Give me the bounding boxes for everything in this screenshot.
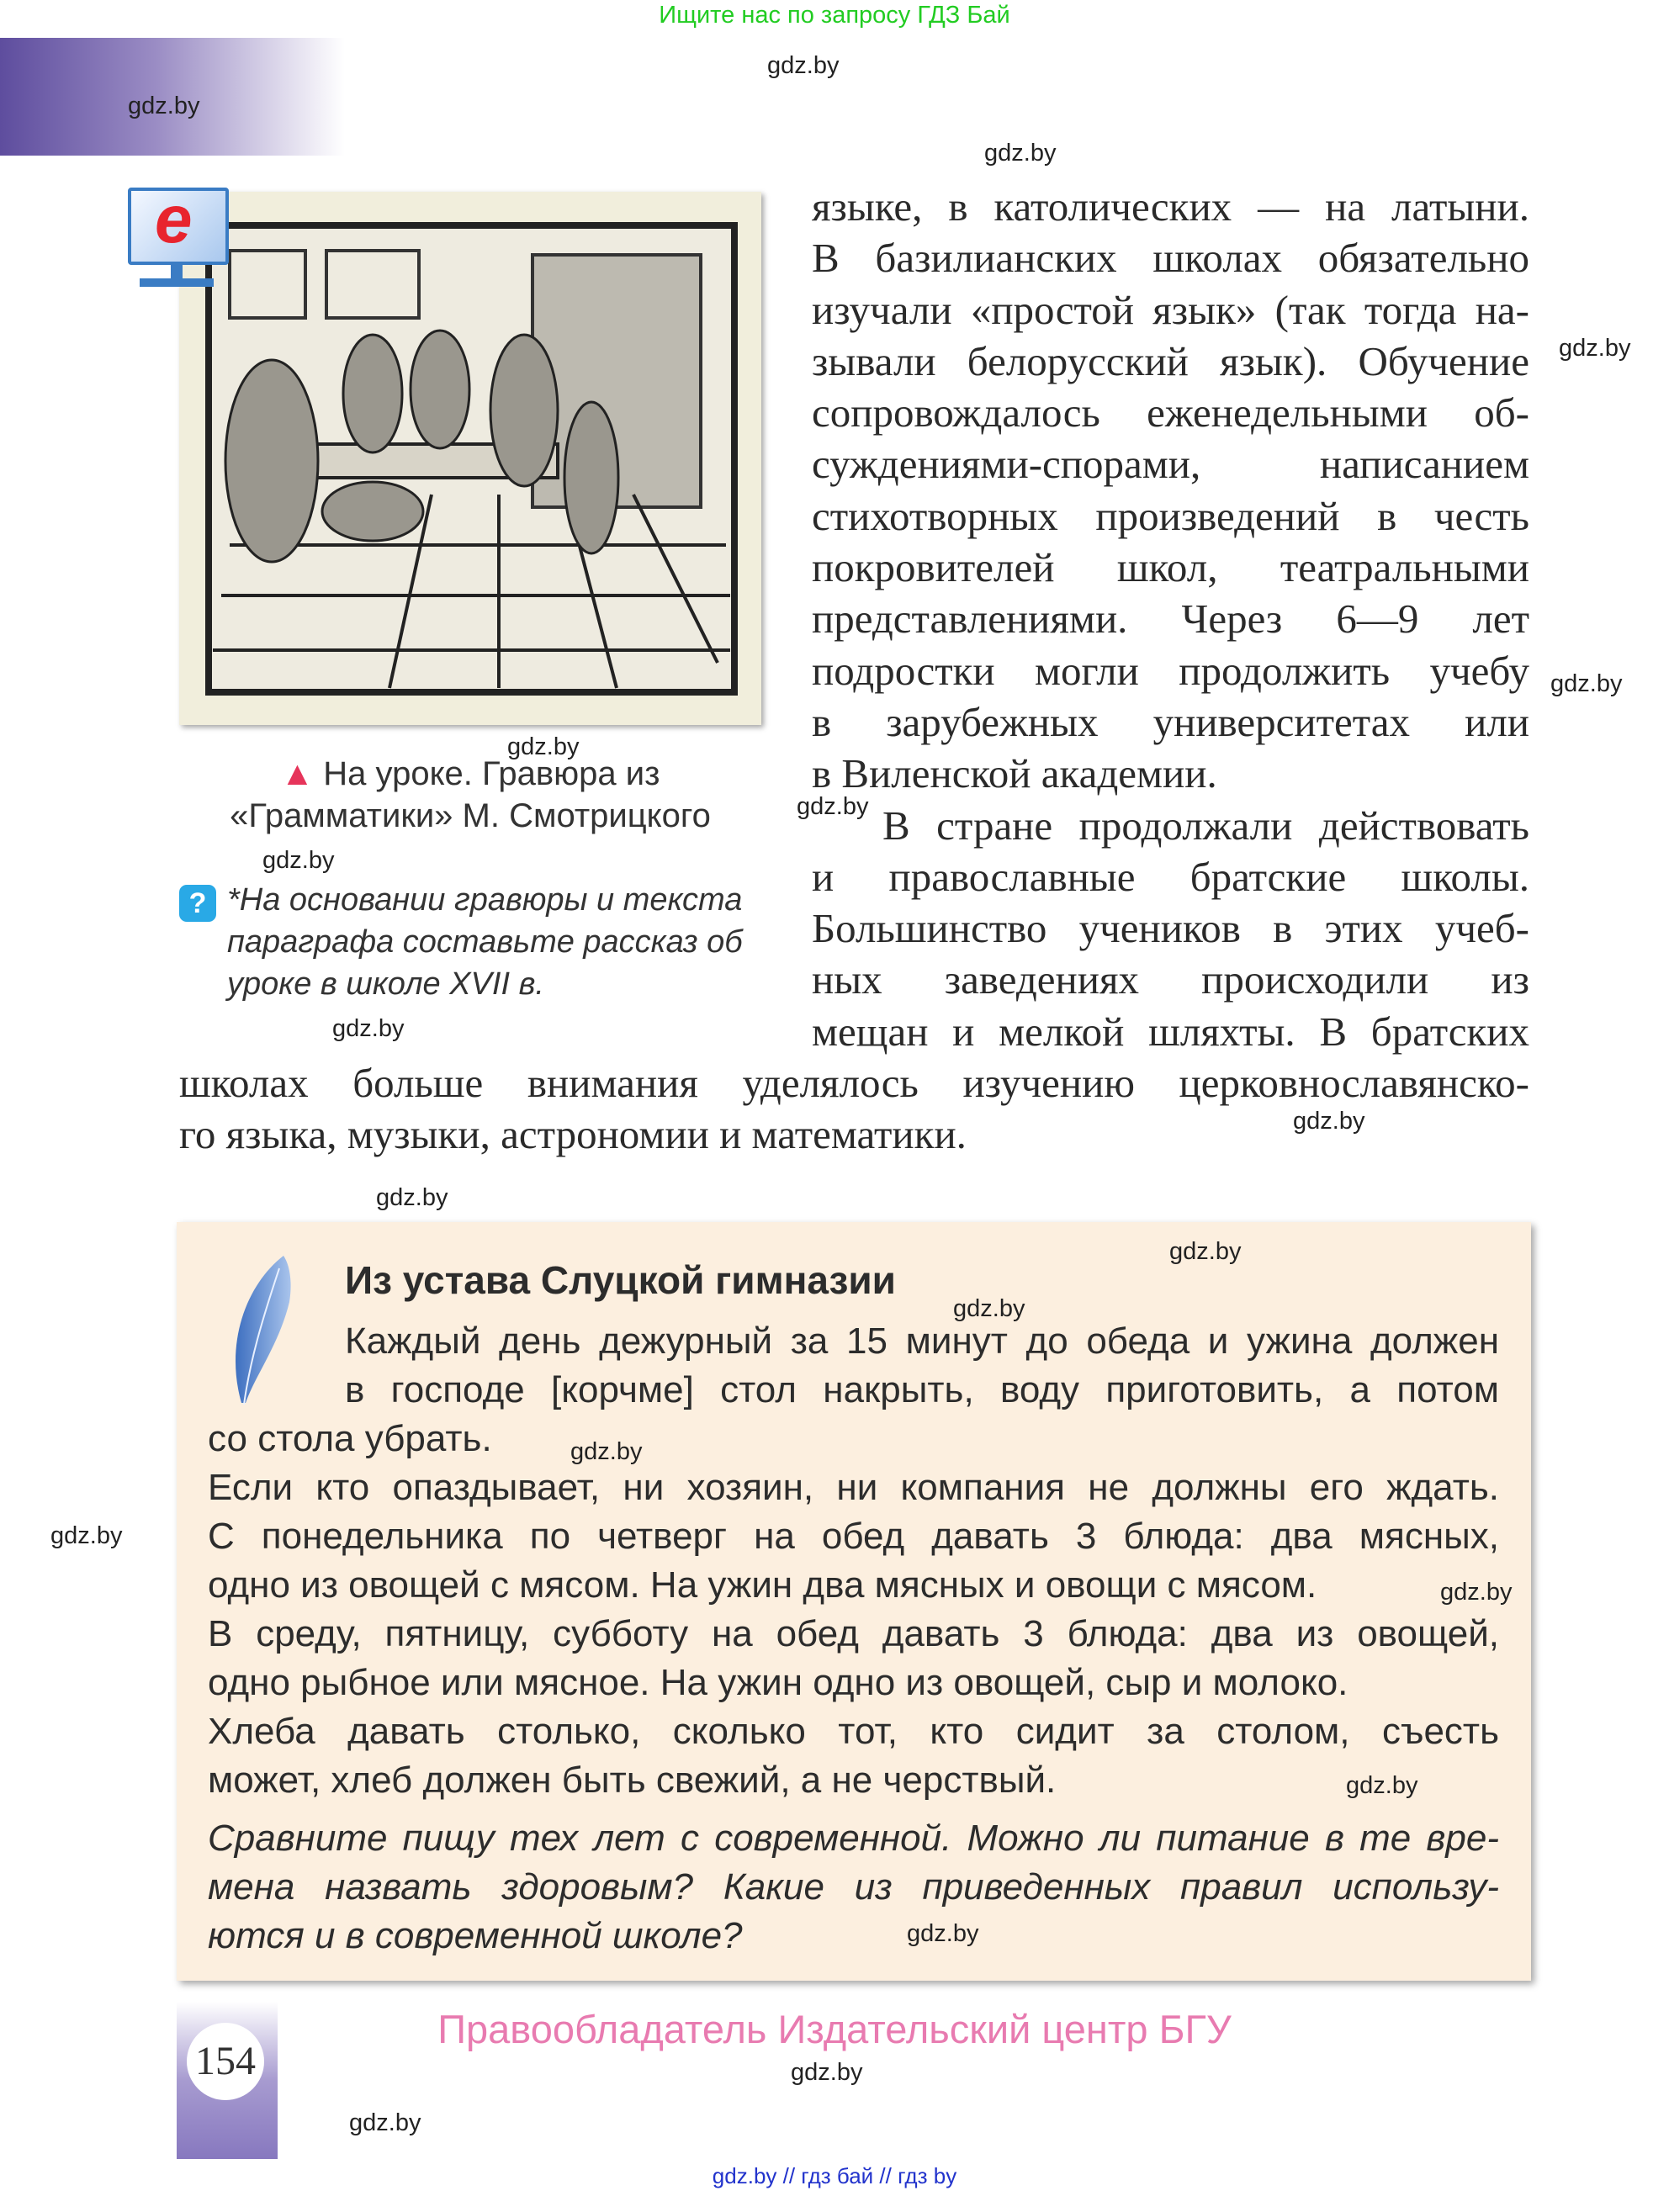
- watermark: gdz.by: [1346, 1772, 1418, 1799]
- box-title: Из устава Слуцкой гимназии: [345, 1258, 896, 1302]
- footer-links[interactable]: gdz.by // гдз бай // гдз by: [712, 2163, 957, 2188]
- triangle-marker-icon: ▲: [280, 755, 315, 792]
- text-line: Большинство учеников в этих учеб-: [812, 905, 1529, 952]
- text-line: в Виленской академии.: [812, 750, 1217, 797]
- text-line: мена назвать здоровым? Какие из приведенных правил использу-: [208, 1866, 1499, 1908]
- text-line: го языка, музыки, астрономии и математики.: [179, 1111, 967, 1158]
- text-line: Сравните пищу тех лет с современной. Можно ли питание в те вре-: [208, 1818, 1499, 1859]
- watermark: gdz.by: [507, 733, 580, 760]
- question-line: *На основании гравюры и текста: [227, 882, 743, 918]
- watermark: gdz.by: [50, 1522, 123, 1549]
- watermark: gdz.by: [953, 1295, 1025, 1322]
- caption-line: На уроке. Гравюра из: [323, 755, 660, 792]
- watermark: gdz.by: [767, 52, 840, 79]
- text-line: суждениями-спорами, написанием: [812, 441, 1529, 488]
- watermark: gdz.by: [797, 793, 869, 820]
- text-line: В среду, пятницу, субботу на обед давать 3 блюда: два из овощей,: [208, 1613, 1499, 1654]
- text-line: и православные братские школы.: [812, 853, 1529, 900]
- engraving-image: [179, 192, 761, 725]
- text-line: Хлеба давать столько, сколько тот, кто сидит за столом, съесть: [208, 1711, 1499, 1752]
- text-line: Если кто опаздывает, ни хозяин, ни компания не должны его ждать.: [208, 1467, 1499, 1508]
- copyright-notice: Правообладатель Издательский центр БГУ: [437, 2007, 1232, 2051]
- watermark: gdz.by: [1550, 670, 1623, 697]
- text-line: покровителей школ, театральными: [812, 544, 1529, 591]
- text-line: подростки могли продолжить учебу: [812, 647, 1529, 694]
- watermark: gdz.by: [570, 1438, 643, 1465]
- text-line: ются и в современной школе?: [208, 1915, 743, 1956]
- watermark: gdz.by: [128, 93, 200, 119]
- text-line: В базилианских школах обязательно: [812, 235, 1529, 282]
- text-line: В стране продолжали действовать: [882, 802, 1529, 849]
- watermark: gdz.by: [1559, 335, 1631, 362]
- box-text: [208, 1317, 1499, 1805]
- text-line: одно рыбное или мясное. На ужин одно из овощей, сыр и молоко.: [208, 1662, 1348, 1703]
- e-resource-icon[interactable]: [128, 182, 227, 287]
- text-line: ных заведениях происходили из: [812, 956, 1529, 1003]
- question-line: уроке в школе XVII в.: [227, 966, 544, 1002]
- text-line: мещан и мелкой шляхты. В братских: [812, 1008, 1529, 1055]
- text-line: сопровождалось еженедельными об-: [812, 389, 1529, 437]
- watermark: gdz.by: [349, 2109, 421, 2136]
- text-line: языке, в католических — на латыни.: [812, 183, 1529, 230]
- watermark: gdz.by: [1440, 1579, 1513, 1606]
- search-hint: Ищите нас по запросу ГДЗ Бай: [659, 2, 1010, 29]
- text-line: школах больше внимания уделялось изучению церковнославянско-: [179, 1060, 1529, 1106]
- text-line: в господе [корчме] стол накрыть, воду приготовить, а потом: [345, 1369, 1499, 1410]
- box-question: [208, 1814, 1499, 1961]
- text-line: представлениями. Через 6—9 лет: [812, 595, 1529, 643]
- text-line: С понедельника по четверг на обед давать 3 блюда: два мясных,: [208, 1516, 1499, 1557]
- text-line: зывали белорусский язык). Обучение: [812, 337, 1529, 384]
- e-icon-label: e: [155, 182, 193, 257]
- text-line: со стола убрать.: [208, 1418, 492, 1459]
- question-line: параграфа составьте рассказ об: [227, 924, 743, 960]
- text-line: одно из овощей с мясом. На ужин два мясных и овощи с мясом.: [208, 1564, 1317, 1606]
- text-line: изучали «простой язык» (так тогда на-: [812, 286, 1529, 333]
- text-line: в зарубежных университетах или: [812, 698, 1529, 745]
- text-line: стихотворных произведений в честь: [812, 492, 1529, 539]
- watermark: gdz.by: [376, 1184, 448, 1211]
- text-line: может, хлеб должен быть свежий, а не черствый.: [208, 1760, 1057, 1801]
- watermark: gdz.by: [984, 140, 1057, 167]
- watermark: gdz.by: [1293, 1108, 1365, 1135]
- page-number: 154: [187, 2023, 264, 2100]
- watermark: gdz.by: [332, 1015, 405, 1042]
- text-line: Каждый день дежурный за 15 минут до обеда и ужина должен: [345, 1320, 1499, 1362]
- caption-line: «Грамматики» М. Смотрицкого: [230, 797, 711, 834]
- figure-caption: [179, 753, 761, 837]
- watermark: gdz.by: [1169, 1238, 1242, 1265]
- watermark: gdz.by: [791, 2059, 863, 2086]
- watermark: gdz.by: [262, 847, 335, 874]
- question-icon: ?: [179, 885, 216, 922]
- right-column-text: [812, 181, 1529, 1057]
- watermark: gdz.by: [907, 1920, 979, 1947]
- figure-question: [227, 879, 766, 1005]
